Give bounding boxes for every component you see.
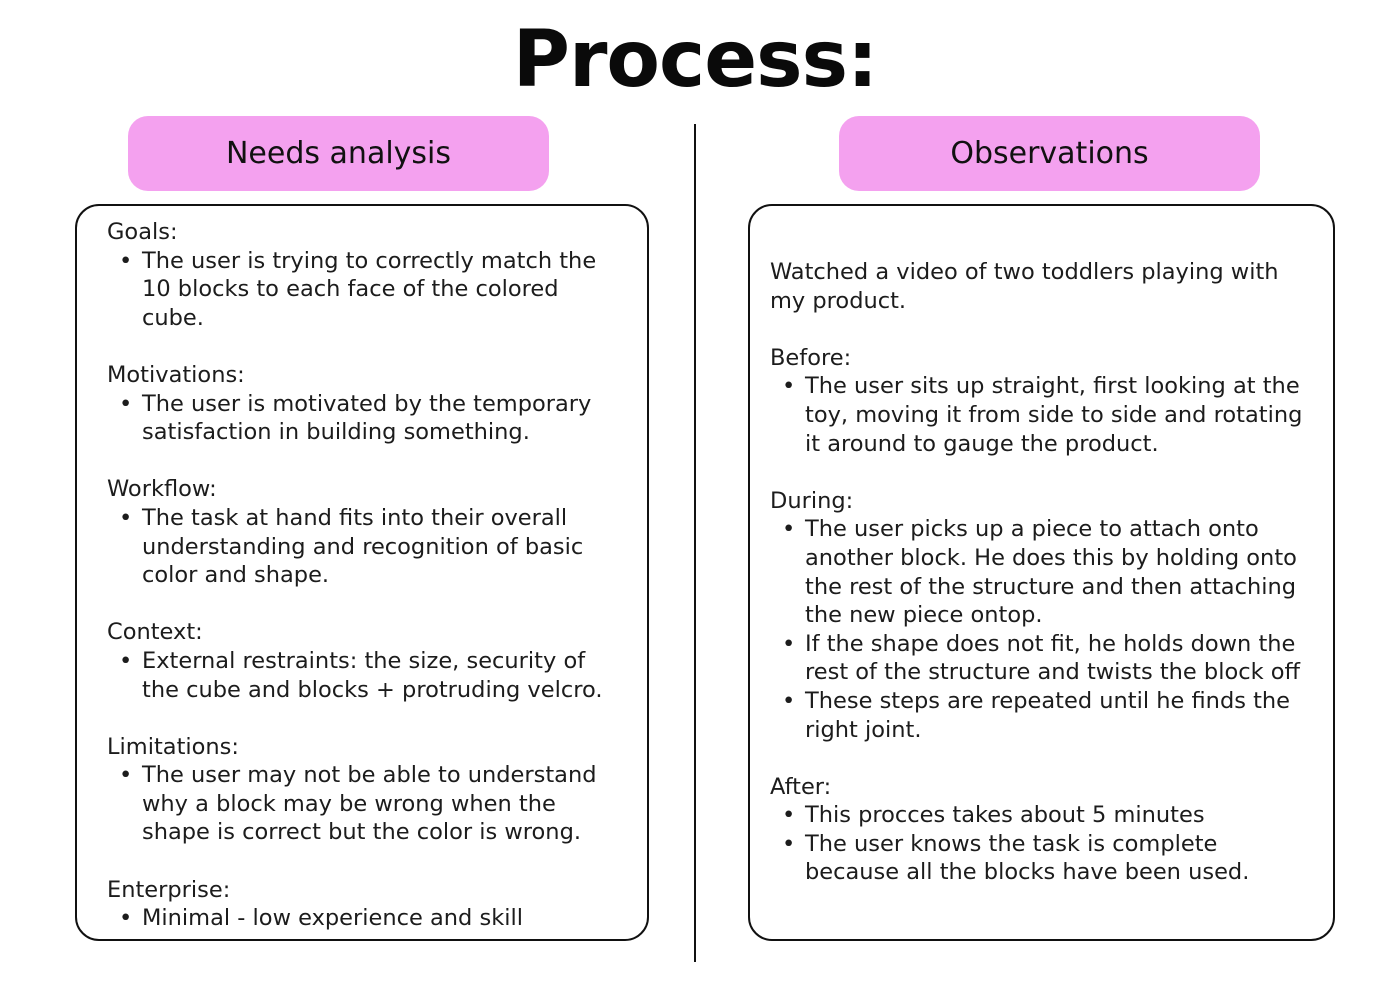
observations-label: Observations [950, 136, 1149, 171]
bullet-item: • The task at hand fits into their overall understanding and recognition of basic color and shape. [107, 504, 627, 590]
bullet-list [770, 515, 1313, 744]
needs-analysis-label: Needs analysis [225, 136, 452, 171]
section-heading: During: [770, 487, 854, 514]
observations-card [748, 204, 1335, 941]
needs-analysis-header [128, 116, 549, 191]
section-heading: Context: [107, 619, 203, 646]
goals-section [107, 218, 627, 332]
column-divider [694, 124, 696, 962]
context-section [107, 618, 627, 704]
bullet-item: • The user may not be able to understand why a block may be wrong when the shape is correct but the color is wrong. [107, 761, 627, 847]
bullet-item: • The user knows the task is complete because all the blocks have been used. [770, 830, 1313, 887]
section-heading: Before: [770, 344, 852, 371]
after-section [770, 773, 1313, 887]
bullet-item: • The user is motivated by the temporary satisfaction in building something. [107, 390, 627, 447]
page-title: Process: [512, 15, 878, 105]
section-heading: After: [770, 773, 832, 800]
bullet-item: • These steps are repeated until he finds the right joint. [770, 687, 1313, 744]
section-heading: Workflow: [107, 476, 217, 503]
during-section [770, 487, 1313, 744]
motivations-section [107, 361, 627, 447]
bullet-list [107, 504, 627, 590]
section-heading: Goals: [107, 219, 178, 245]
bullet-item: • If the shape does not fit, he holds down the rest of the structure and twists the block off [770, 630, 1313, 687]
bullet-item: • Minimal - low experience and skill [107, 904, 627, 933]
workflow-section [107, 475, 627, 589]
before-section [770, 344, 1313, 458]
bullet-item: • The user picks up a piece to attach onto another block. He does this by holding onto the rest of the structure and then attaching the new piece ontop. [770, 515, 1313, 629]
bullet-list [107, 761, 627, 847]
bullet-list [107, 247, 627, 333]
enterprise-section [107, 876, 627, 933]
section-heading: Motivations: [107, 361, 245, 388]
bullet-list [770, 801, 1313, 887]
intro-text: Watched a video of two toddlers playing with my product. [770, 259, 1279, 314]
bullet-item: • This procces takes about 5 minutes [770, 801, 1313, 830]
section-heading: Enterprise: [107, 876, 231, 903]
bullet-list [107, 904, 627, 933]
bullet-item: • The user is trying to correctly match the 10 blocks to each face of the colored cube. [107, 247, 627, 333]
bullet-item: • External restraints: the size, security of the cube and blocks + protruding velcro. [107, 647, 627, 704]
intro-section [770, 258, 1313, 315]
bullet-list [107, 390, 627, 447]
bullet-list [107, 647, 627, 704]
bullet-item: • The user sits up straight, first looking at the toy, moving it from side to side and rotating it around to gauge the product. [770, 372, 1313, 458]
section-heading: Limitations: [107, 733, 239, 760]
needs-analysis-card [75, 204, 649, 941]
observations-header [839, 116, 1260, 191]
limitations-section [107, 733, 627, 847]
bullet-list [770, 372, 1313, 458]
